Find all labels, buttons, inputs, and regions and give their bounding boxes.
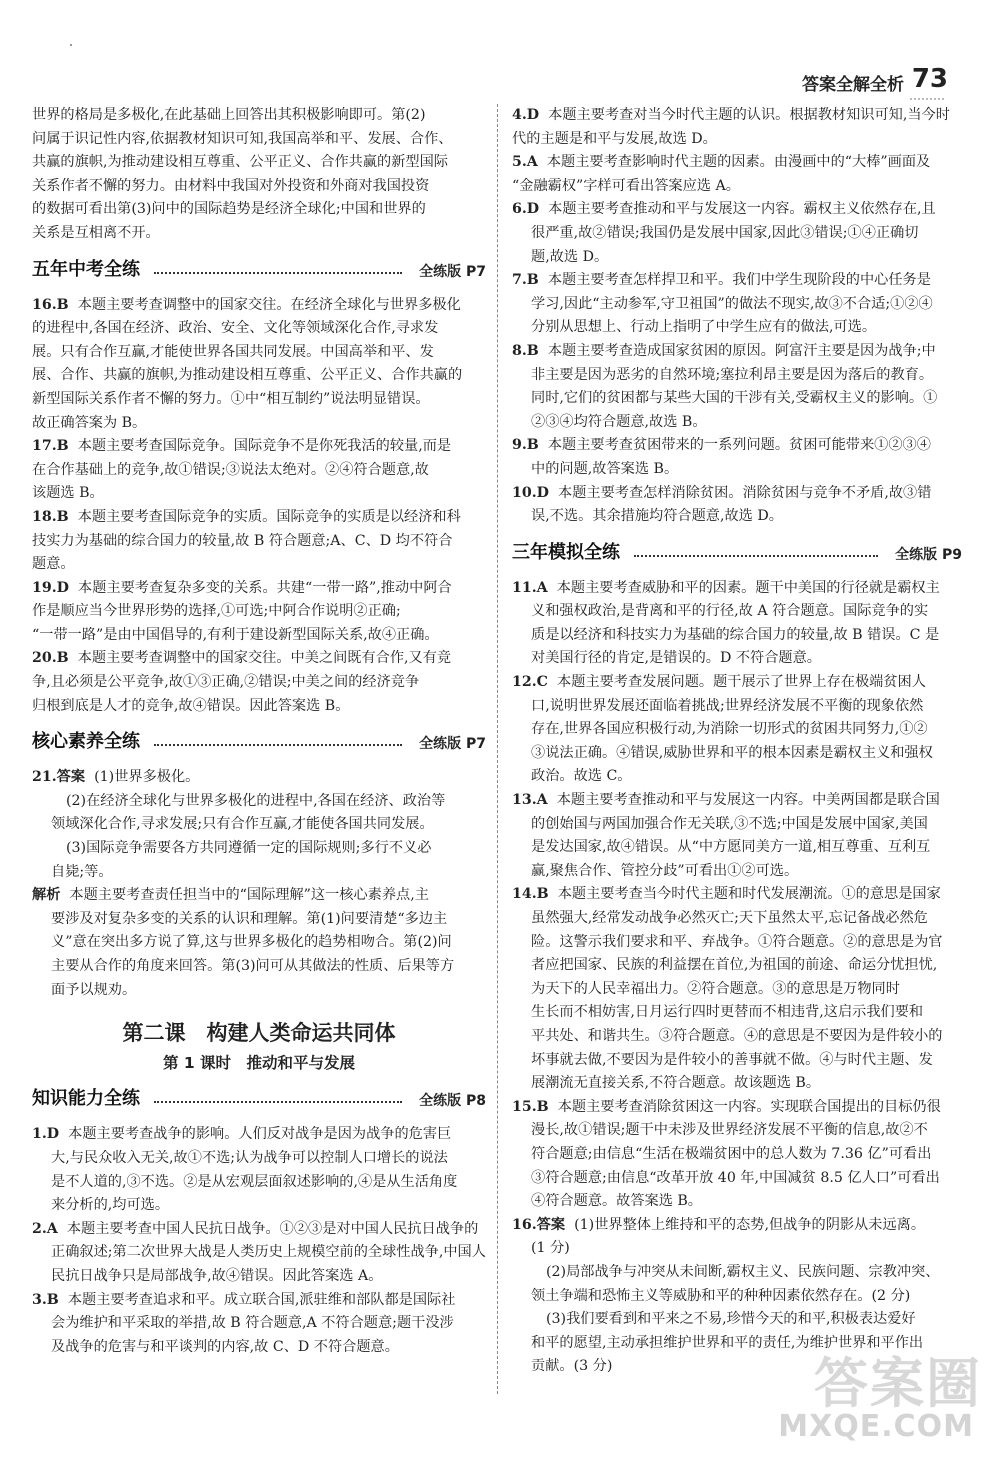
column-divider <box>497 104 498 1394</box>
text-line: 和平的愿望,主动承担维护世界和平的责任,为维护世界和平作出 <box>531 1334 924 1351</box>
text-line: 面予以规劝。 <box>51 981 137 998</box>
answer-18 <box>32 506 486 577</box>
section-header-hexin <box>32 730 486 758</box>
question-label: 10.D <box>512 484 549 501</box>
text-span: 本题主要考查调整中的国家交往。在经济全球化与世界多极化 <box>77 296 461 313</box>
text-line: ③说法正确。④错误,威胁世界和平的根本因素是霸权主义和强权 <box>531 744 933 761</box>
text-line: 领域深化合作,寻求发展;只有合作互赢,才能使各国共同发展。 <box>51 816 434 833</box>
question-label: 13.A <box>512 792 548 809</box>
answer-19 <box>32 577 486 648</box>
question-label: 4.D <box>512 107 540 123</box>
answer-9 <box>512 434 962 481</box>
text-line: 者应把国家、民族的利益摆在首位,为祖国的前途、命运分忧担忧, <box>531 957 938 974</box>
text-line <box>512 1214 962 1238</box>
answer-7 <box>512 269 962 340</box>
text-line: 代的主题是和平与发展,故选 D。 <box>512 130 717 147</box>
dotted-leader <box>154 272 402 274</box>
intro-paragraph <box>32 104 486 246</box>
text-line: 是发达国家,故④错误。从“中方愿同美方一道,相互尊重、互利互 <box>531 839 931 856</box>
text-line <box>32 577 486 601</box>
section-header-sannian <box>512 541 962 569</box>
right-column <box>512 104 962 1379</box>
text-line: 展潮流无直接关系,不符合题意。故该题选 B。 <box>531 1075 821 1092</box>
text-line: 关系是互相离不开。 <box>32 224 160 241</box>
text-line <box>512 883 962 907</box>
text-span: 本题主要考查消除贫困这一内容。实现联合国提出的目标仍很 <box>557 1098 941 1115</box>
text-line: 义和强权政治,是背离和平的行径,故 A 符合题意。国际竞争的实 <box>531 603 929 620</box>
dotted-leader <box>634 555 878 557</box>
text-line: 民抗日战争只是局部战争,故④错误。因此答案选 A。 <box>51 1267 383 1284</box>
text-line: 该题选 B。 <box>32 485 104 502</box>
text-line: 虽然强大,经常发动战争必然灭亡;天下虽然太平,忘记备战必然危 <box>531 910 928 926</box>
answer-2 <box>32 1218 486 1289</box>
question-label: 19.D <box>32 579 69 596</box>
text-line <box>512 577 962 601</box>
question-label: 16.B <box>32 296 69 313</box>
text-line <box>32 647 486 671</box>
text-line: 中的问题,故答案选 B。 <box>531 460 679 477</box>
left-column <box>32 104 486 1359</box>
watermark-url: MXQE.COM <box>778 1409 974 1444</box>
question-label: 20.B <box>32 650 69 667</box>
text-line: 是不人道的,③不选。②是从宏观层面叙述影响的,④是从生活角度 <box>51 1173 458 1190</box>
answer-1 <box>32 1123 486 1217</box>
text-line: 故正确答案为 B。 <box>32 414 147 431</box>
answer-15 <box>512 1096 962 1214</box>
question-label: 12.C <box>512 674 548 691</box>
answer-10 <box>512 482 962 529</box>
text-line: 展、合作、共赢的旗帜,为推动建设相互尊重、公平正义、合作共赢的 <box>32 367 463 384</box>
section-title: 三年模拟全练 <box>512 541 620 563</box>
question-label: 1.D <box>32 1126 60 1143</box>
text-line <box>512 482 962 506</box>
answer-21 <box>32 766 486 1002</box>
text-line: (2)局部战争与冲突从未间断,霸权主义、民族问题、宗教冲突、 <box>546 1263 940 1280</box>
question-label: 2.A <box>32 1220 58 1237</box>
text-line: 题意。 <box>32 556 75 573</box>
text-line: 存在,世界各国应积极行动,为消除一切形式的贫困共同努力,①② <box>531 721 928 738</box>
text-line: 的数据可看出第(3)问中的国际趋势是经济全球化;中国和世界的 <box>32 201 426 218</box>
text-line: 会为维护和平采取的举措,故 B 符合题意,A 不符合题意;题干没涉 <box>51 1315 454 1332</box>
text-line: 主要从合作的角度来回答。第(3)问可从其做法的性质、后果等方 <box>51 958 455 974</box>
text-line: 作是顺应当今世界形势的选择,①可选;中阿合作说明②正确; <box>32 603 401 620</box>
section-ref: 全练版 P7 <box>419 263 486 280</box>
text-line: 新型国际关系作者不懈的努力。①中“相互制约”说法明显错误。 <box>32 390 430 407</box>
text-line: 的创始国与两国加强合作无关联,③不选;中国是发展中国家,美国 <box>531 815 928 832</box>
text-line <box>512 671 962 695</box>
analysis-label: 解析 <box>32 887 61 904</box>
page-number: 73 <box>911 64 948 94</box>
corner-mark <box>70 44 72 46</box>
text-line <box>32 1218 486 1242</box>
text-span: 本题主要考查追求和平。成立联合国,派驻维和部队都是国际社 <box>67 1291 456 1308</box>
text-line: 政治。故选 C。 <box>531 768 632 785</box>
text-line: 学习,因此“主动参军,守卫祖国”的做法不现实,故③不合适;①②④ <box>531 295 933 312</box>
watermark-logo: 答案圈 <box>814 1352 982 1415</box>
text-line: “金融霸权”字样可看出答案应选 A。 <box>512 177 740 194</box>
question-label: 15.B <box>512 1098 549 1115</box>
answer-6 <box>512 198 962 269</box>
question-label: 9.B <box>512 437 539 454</box>
dotted-leader <box>154 744 402 746</box>
text-line <box>32 884 486 908</box>
section-title: 核心素养全练 <box>32 731 140 753</box>
text-line: 平共处、和谐共生。③符合题意。④的意思是不要因为是件较小的 <box>531 1027 943 1044</box>
text-line: 生长而不相妨害,日月运行四时更替而不相违背,这启示我们要和 <box>531 1004 924 1021</box>
section-header-zhishi <box>32 1087 486 1115</box>
text-span: (1)世界整体上维持和平的态势,但战争的阴影从未远离。 <box>574 1216 926 1233</box>
text-span: 本题主要考查怎样捍卫和平。我们中学生现阶段的中心任务是 <box>547 272 931 289</box>
text-line <box>512 198 962 222</box>
text-line: 漫长,故①错误;题干中未涉及世界经济发展不平衡的信息,故②不 <box>531 1122 928 1139</box>
text-line: 很严重,故②错误;我国仍是发展中国家,因此③错误;①④正确切 <box>531 224 919 241</box>
text-span: 本题主要考查国际竞争。国际竞争不是你死我活的较量,而是 <box>77 438 452 455</box>
text-line: 坏事就去做,不要因为是件较小的善事就不做。④与时代主题、发 <box>531 1051 933 1068</box>
text-line <box>512 789 962 813</box>
text-span: 本题主要考查责任担当中的“国际理解”这一核心素养点,主 <box>69 887 429 904</box>
text-line: 符合题意;由信息“生活在极端贫困中的总人数为 7.36 亿”可看出 <box>531 1145 932 1162</box>
text-line <box>32 766 486 790</box>
text-line <box>512 434 962 458</box>
text-line: 自毙;等。 <box>51 863 113 880</box>
text-span: 本题主要考查发展问题。题干展示了世界上存在极端贫困人 <box>557 674 926 691</box>
text-line: 及战争的危害与和平谈判的内容,故 C、D 不符合题意。 <box>51 1338 399 1355</box>
text-line <box>512 1096 962 1120</box>
text-line: ③符合题意;由信息“改革开放 40 年,中国减贫 8.5 亿人口”可看出 <box>531 1169 940 1186</box>
text-line: 大,与民众收入无关,故①不选;认为战争可以控制人口增长的说法 <box>51 1149 448 1166</box>
text-line: ④符合题意。故答案选 B。 <box>531 1193 702 1210</box>
question-label: 3.B <box>32 1291 59 1308</box>
text-line: 质是以经济和科技实力为基础的综合国力的较量,故 B 错误。C 是 <box>531 626 940 643</box>
text-line: 险。这警示我们要求和平、弃战争。①符合题意。②的意思是为官 <box>531 933 943 950</box>
text-span: 本题主要考查中国人民抗日战争。①②③是对中国人民抗日战争的 <box>66 1220 479 1237</box>
text-span: 本题主要考查当今时代主题和时代发展潮流。①的意思是国家 <box>557 886 941 903</box>
question-label: 7.B <box>512 272 539 289</box>
text-span: 本题主要考查怎样消除贫困。消除贫困与竞争不矛盾,故③错 <box>558 484 932 501</box>
text-line: 技实力为基础的综合国力的较量,故 B 符合题意;A、C、D 均不符合 <box>32 532 453 549</box>
question-label: 17.B <box>32 438 69 455</box>
lesson-subtitle: 第 1 课时 推动和平与发展 <box>162 1053 356 1072</box>
text-span: 本题主要考查对当今时代主题的认识。根据教材知识可知,当今时 <box>548 107 950 123</box>
text-line: 在合作基础上的竞争,故①错误;③说法太绝对。②④符合题意,故 <box>32 461 429 478</box>
question-label: 5.A <box>512 154 538 171</box>
text-line: 对美国行径的肯定,是错误的。D 不符合题意。 <box>531 650 821 667</box>
text-line: ②③④均符合题意,故选 B。 <box>531 413 707 430</box>
answer-5 <box>512 151 962 198</box>
text-line: 非主要是因为恶劣的自然环境;塞拉利昂主要是因为落后的教育。 <box>531 366 934 383</box>
text-line: (2)在经济全球化与世界多极化的进程中,各国在经济、政治等 <box>66 792 446 809</box>
text-line: 领土争端和恐怖主义等威胁和平的种种因素依然存在。(2 分) <box>531 1287 911 1304</box>
text-span: 本题主要考查推动和平与发展这一内容。中美两国都是联合国 <box>556 792 940 809</box>
text-line: 贡献。(3 分) <box>531 1358 613 1375</box>
answer-12 <box>512 671 962 789</box>
text-line: 来分析的,均可选。 <box>51 1197 170 1214</box>
answer-20 <box>32 647 486 718</box>
text-line: 世界的格局是多极化,在此基础上回答出其积极影响即可。第(2) <box>32 107 426 123</box>
answer-11 <box>512 577 962 671</box>
text-span: 本题主要考查调整中的国家交往。中美之间既有合作,又有竞 <box>77 650 452 667</box>
text-span: 本题主要考查战争的影响。人们反对战争是因为战争的危害巨 <box>68 1126 452 1143</box>
text-span: 本题主要考查影响时代主题的因素。由漫画中的“大棒”画面及 <box>546 154 931 171</box>
page-header <box>0 0 1000 100</box>
section-header-zhongkao <box>32 258 486 286</box>
answer-8 <box>512 340 962 434</box>
text-line: 分别从思想上、行动上指明了中学生应有的做法,可选。 <box>531 319 877 336</box>
text-line: “一带一路”是由中国倡导的,有利于建设新型国际关系,故④正确。 <box>32 626 439 643</box>
header-decoration <box>910 92 944 100</box>
question-label: 6.D <box>512 201 540 218</box>
text-line <box>512 269 962 293</box>
text-line: 义”意在突出多方说了算,这与世界多极化的趋势相吻合。第(2)问 <box>51 934 452 951</box>
text-line: 为天下的人民幸福出力。②符合题意。③的意思是万物同时 <box>531 980 900 997</box>
question-label: 18.B <box>32 508 69 525</box>
section-ref: 全练版 P8 <box>419 1093 486 1110</box>
text-line: 题,故选 D。 <box>531 248 609 265</box>
question-label: 8.B <box>512 342 539 359</box>
text-span: 本题主要考查复杂多变的关系。共建“一带一路”,推动中阿合 <box>78 579 452 596</box>
text-line <box>32 506 486 530</box>
text-line: (1 分) <box>531 1240 570 1257</box>
text-line: 归根到底是人才的竞争,故④错误。因此答案选 B。 <box>32 697 350 714</box>
header-title: 答案全解全析 <box>802 75 904 95</box>
text-span: 本题主要考查推动和平与发展这一内容。霸权主义依然存在,且 <box>548 201 936 218</box>
answer-13 <box>512 789 962 883</box>
section-title: 五年中考全练 <box>32 258 140 280</box>
section-ref: 全练版 P9 <box>895 546 962 563</box>
text-line <box>32 1289 486 1313</box>
text-line: 赢,聚焦合作、管控分歧”可看出①②可选。 <box>531 862 799 879</box>
text-line: 展。只有合作互赢,才能使世界各国共同发展。中国高举和平、发 <box>32 343 434 360</box>
text-span: 本题主要考查国际竞争的实质。国际竞争的实质是以经济和科 <box>77 508 461 525</box>
text-line: 争,且必须是公平竞争,故①③正确,②错误;中美之间的经济竞争 <box>32 674 420 691</box>
text-line <box>32 294 486 318</box>
text-line: (3)我们要看到和平来之不易,珍惜今天的和平,积极表达爱好 <box>546 1311 916 1328</box>
watermark <box>778 1338 982 1448</box>
text-line: 关系作者不懈的努力。由材料中我国对外投资和外商对我国投资 <box>32 177 430 194</box>
answer-17 <box>32 435 486 506</box>
answer-4 <box>512 104 962 151</box>
dotted-leader <box>154 1101 402 1103</box>
section-title: 知识能力全练 <box>32 1088 140 1110</box>
text-line: 要涉及对复杂多变的关系的认识和理解。第(1)问要清楚“多边主 <box>51 910 448 927</box>
text-line: 正确叙述;第二次世界大战是人类历史上规模空前的全球性战争,中国人 <box>51 1244 486 1261</box>
answer-16 <box>32 294 486 436</box>
text-line: 问属于识记性内容,依据教材知识可知,我国高举和平、发展、合作、 <box>32 130 453 147</box>
question-label: 21.答案 <box>32 769 86 786</box>
text-line <box>512 151 962 175</box>
text-line <box>512 104 962 128</box>
answer-3 <box>32 1289 486 1360</box>
text-line: (3)国际竞争需要各方共同遵循一定的国际规则;多行不义必 <box>66 840 432 857</box>
text-line: 误,不选。其余措施均符合题意,故选 D。 <box>531 508 783 525</box>
text-span: 本题主要考查威胁和平的因素。题干中美国的行径就是霸权主 <box>556 579 940 596</box>
text-span: (1)世界多极化。 <box>94 769 200 786</box>
question-label: 11.A <box>512 579 548 596</box>
question-label: 14.B <box>512 886 549 903</box>
answer-14 <box>512 883 962 1095</box>
text-span: 本题主要考查造成国家贫困的原因。阿富汗主要是因为战争;中 <box>547 342 936 359</box>
text-line <box>32 1123 486 1147</box>
text-line: 同时,它们的贫困都与某些大国的干涉有关,受霸权主义的影响。① <box>531 390 938 407</box>
text-line: 的进程中,各国在经济、政治、安全、文化等领域深化合作,寻求发 <box>32 320 439 337</box>
text-line: 共赢的旗帜,为推动建设相互尊重、公平正义、合作共赢的新型国际 <box>32 154 448 171</box>
text-line <box>32 435 486 459</box>
section-ref: 全练版 P7 <box>419 736 486 753</box>
text-span: 本题主要考查贫困带来的一系列问题。贫困可能带来①②③④ <box>547 437 931 454</box>
text-line <box>512 340 962 364</box>
lesson-title: 第二课 构建人类命运共同体 <box>122 1021 396 1046</box>
question-label: 16.答案 <box>512 1216 566 1233</box>
text-line: 口,说明世界发展还面临着挑战;世界经济发展不平衡的现象依然 <box>531 697 924 714</box>
